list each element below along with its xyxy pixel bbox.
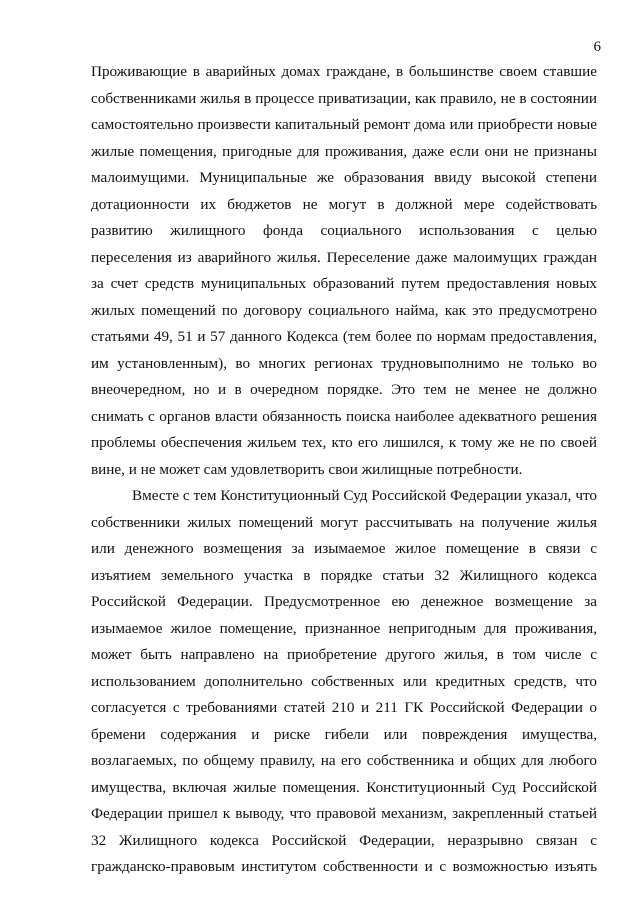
text-line: собственниками жилья в процессе приватизации, как правило, не в состоянии [91,89,597,107]
text-line: возлагаемых, по общему правилу, на его собственника и общих для любого [91,752,597,769]
paragraph-2 [91,483,597,881]
text-line: проблемы обеспечения жильем тех, кто его лишился, к тому же не по своей [91,434,597,451]
text-line: вине, и не может сам удовлетворить свои жилищные потребности. [91,460,523,478]
text-line: изымаемое жилое помещение, признанное непригодным для проживания, [91,619,597,637]
text-line: за счет средств муниципальных образований путем предоставления новых [91,275,597,292]
paragraph-1 [91,59,597,483]
page-number: 6 [593,39,601,55]
text-line: Проживающие в аварийных домах граждане, в большинстве своем ставшие [91,63,597,80]
text-line: самостоятельно произвести капитальный ремонт дома или приобрести новые [91,116,597,133]
text-line: или денежного возмещения за изымаемое жилое помещение в связи с [91,540,597,557]
text-line: бремени содержания и риске гибели или повреждения имущества, [91,725,597,743]
text-line: снимать с органов власти обязанность поиска наиболее адекватного решения [91,407,597,425]
text-line: жилые помещения, пригодные для проживания, даже если они не признаны [91,142,597,160]
text-line: жилых помещений по договору социального найма, как это предусмотрено [91,301,597,319]
text-line: гражданско-правовым институтом собственности и с возможностью изъять [91,858,597,875]
text-line: малоимущими. Муниципальные же образования ввиду высокой степени [91,169,597,186]
text-line: собственники жилых помещений могут рассчитывать на получение жилья [91,513,597,531]
text-line: развитию жилищного фонда социального использования с целью [91,222,597,239]
document-body [91,59,597,881]
text-line: 32 Жилищного кодекса Российской Федерации, неразрывно связан с [91,831,597,849]
text-line: Российской Федерации. Предусмотренное ею денежное возмещение за [91,593,597,610]
text-line: внеочередном, но и в очередном порядке. Это тем не менее не должно [91,381,597,398]
text-line: Вместе с тем Конституционный Суд Российской Федерации указал, что [132,487,597,504]
text-line: им установленным), во многих регионах трудновыполнимо не только во [91,354,597,372]
text-line: может быть направлено на приобретение другого жилья, в том числе с [91,646,597,663]
text-line: Федерации пришел к выводу, что правовой механизм, закрепленный статьей [91,805,597,822]
text-line: переселения из аварийного жилья. Переселение даже малоимущих граждан [91,248,597,266]
text-line: согласуется с требованиями статей 210 и 211 ГК Российской Федерации о [91,699,597,716]
text-line: изъятием земельного участка в порядке статьи 32 Жилищного кодекса [91,566,597,584]
text-line: дотационности их бюджетов не могут в должной мере содействовать [91,195,597,213]
text-line: использованием дополнительно собственных или кредитных средств, что [91,672,597,690]
text-line: имущества, включая жилые помещения. Конституционный Суд Российской [91,778,597,796]
text-line: статьями 49, 51 и 57 данного Кодекса (тем более по нормам предоставления, [91,328,597,345]
